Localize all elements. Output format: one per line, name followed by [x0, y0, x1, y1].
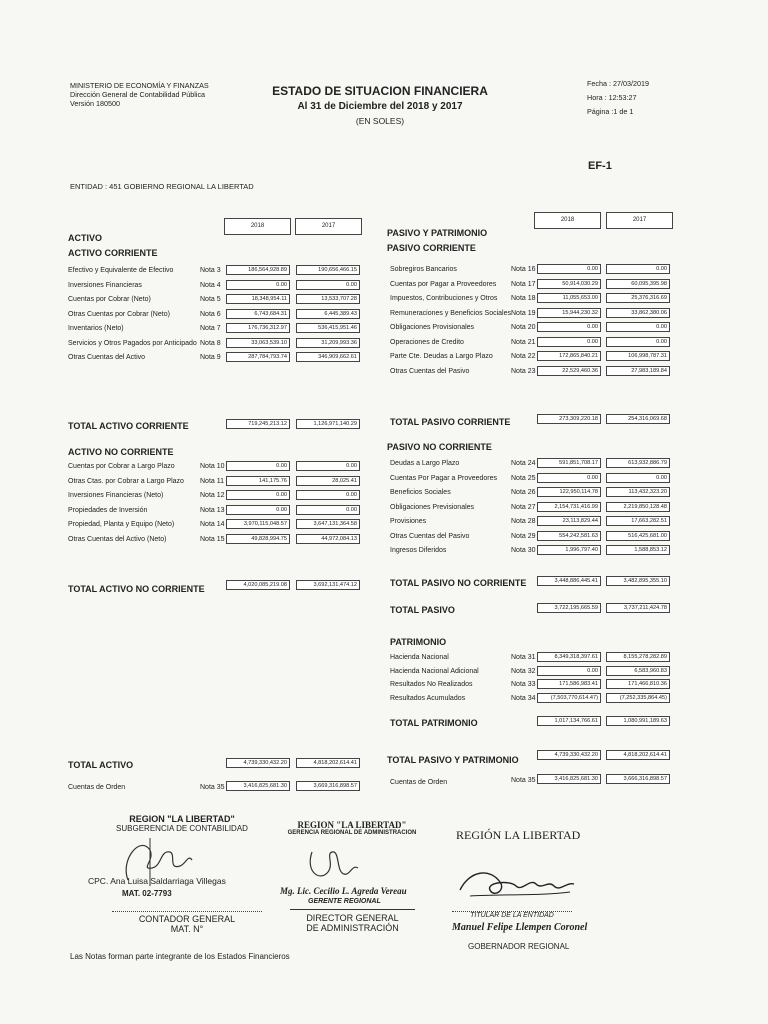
- total-pasivo-label: TOTAL PASIVO: [390, 605, 455, 615]
- signer-mat-1: MAT. 02-7793: [122, 889, 172, 898]
- signature-line-2: [290, 909, 415, 910]
- total-pasivo-no-corriente-2017: 3,482,895,355.10: [606, 576, 670, 586]
- row-label: Deudas a Largo Plazo: [390, 460, 460, 467]
- row-value-2018: 0.00: [537, 264, 601, 274]
- row-nota: Nota 15: [200, 535, 225, 543]
- row-value-2018: 186,564,928.89: [226, 265, 290, 275]
- header-left: [70, 81, 209, 108]
- row-value-2017: 6,445,389.43: [296, 309, 360, 319]
- total-pasivo-patrimonio-label: TOTAL PASIVO Y PATRIMONIO: [387, 755, 519, 765]
- time-label: Hora : 12:53:27: [587, 93, 637, 102]
- row-value-2018: 6,743,684.31: [226, 309, 290, 319]
- signature-line-1: [112, 911, 262, 912]
- document-title: ESTADO DE SITUACION FINANCIERA: [272, 84, 488, 98]
- total-pasivo-2018: 3,722,195,665.59: [537, 603, 601, 613]
- row-label: Otras Cuentas por Cobrar (Neto): [68, 310, 170, 318]
- row-nota: Nota 17: [511, 280, 536, 288]
- row-nota: Nota 6: [200, 310, 221, 318]
- pasivo-orden-2018: 3,416,825,681.30: [537, 774, 601, 784]
- row-label: Obligaciones Previsionales: [390, 503, 475, 511]
- page-label: Página :1 de 1: [587, 107, 634, 116]
- row-value-2018: 23,113,829.44: [537, 516, 601, 526]
- row-value-2017: 190,656,466.15: [296, 265, 360, 275]
- row-label: Sobregiros Bancarios: [390, 266, 457, 273]
- row-label: Inventarios (Neto): [68, 325, 124, 332]
- row-label: Otras Cuentas del Activo: [68, 354, 146, 361]
- row-value-2017: 27,983,189.84: [606, 366, 670, 376]
- activo-no-corriente-heading: ACTIVO NO CORRIENTE: [68, 447, 174, 457]
- role-administracion: DE ADMINISTRACIÓN: [306, 923, 399, 933]
- role-contador: CONTADOR GENERAL: [138, 914, 236, 924]
- footer-note: Las Notas forman parte integrante de los Estados Financieros: [70, 952, 290, 961]
- row-label: Beneficios Sociales: [390, 489, 451, 496]
- row-value-2017: 0.00: [606, 337, 670, 347]
- row-value-2018: 554,242,581.63: [537, 531, 601, 541]
- row-value-2017: 25,376,316.69: [606, 293, 670, 303]
- handwritten-signature-2: [300, 842, 370, 892]
- row-nota: Nota 20: [511, 324, 536, 331]
- total-activo-2018: 4,739,330,432.20: [226, 758, 290, 768]
- row-value-2017: 346,909,662.61: [296, 352, 360, 362]
- ministry-name: MINISTERIO DE ECONOMÍA Y FINANZAS: [70, 81, 209, 90]
- year-2017-box-right: 2017: [606, 212, 673, 229]
- row-value-2018: 176,736,312.97: [226, 323, 290, 333]
- row-value-2018: 33,063,539.10: [226, 338, 290, 348]
- row-value-2018: 15,944,230.32: [537, 308, 601, 318]
- row-label: Inversiones Financieras (Neto): [68, 492, 164, 499]
- total-pasivo-patrimonio-2018: 4,739,330,432.20: [537, 750, 601, 760]
- row-value-2017: 0.00: [606, 473, 670, 483]
- row-value-2018: 2,154,731,416.99: [537, 502, 601, 512]
- pasivo-orden-nota: Nota 35: [511, 777, 536, 784]
- document-subtitle: Al 31 de Diciembre del 2018 y 2017: [297, 101, 463, 112]
- row-value-2017: 0.00: [606, 322, 670, 332]
- total-pasivo-corriente-2017: 254,316,069.68: [606, 414, 670, 424]
- row-label: Servicios y Otros Pagados por Anticipado: [68, 339, 197, 347]
- row-value-2017: 44,972,084.13: [296, 534, 360, 544]
- row-value-2017: 8,155,278,282.89: [606, 652, 670, 662]
- row-label: Provisiones: [390, 518, 427, 525]
- row-value-2018: 0.00: [537, 473, 601, 483]
- pasivo-orden-2017: 3,666,316,898.57: [606, 774, 670, 784]
- total-pasivo-2017: 3,737,211,424.78: [606, 603, 670, 613]
- department-name: Dirección General de Contabilidad Pública: [70, 90, 206, 99]
- stamp-region-3: REGIÓN LA LIBERTAD: [456, 828, 581, 842]
- row-label: Cuentas por Cobrar (Neto): [68, 296, 151, 303]
- row-label: Impuestos, Contribuciones y Otros: [390, 295, 498, 302]
- row-nota: Nota 25: [511, 474, 536, 482]
- row-nota: Nota 7: [200, 325, 221, 332]
- row-nota: Nota 30: [511, 547, 536, 554]
- row-label: Propiedad, Planta y Equipo (Neto): [68, 521, 175, 528]
- row-nota: Nota 26: [511, 489, 536, 496]
- row-label: Obligaciones Provisionales: [390, 324, 475, 331]
- activo-orden-nota: Nota 35: [200, 784, 225, 791]
- row-nota: Nota 28: [511, 518, 536, 525]
- row-nota: Nota 29: [511, 532, 536, 540]
- row-value-2017: 0.00: [296, 490, 360, 500]
- row-value-2018: 0.00: [537, 322, 601, 332]
- row-label: Hacienda Nacional: [390, 654, 449, 661]
- row-label: Ingresos Diferidos: [390, 547, 447, 554]
- row-nota: Nota 32: [511, 667, 536, 675]
- row-nota: Nota 24: [511, 460, 536, 467]
- row-label: Otras Cuentas del Activo (Neto): [68, 535, 167, 543]
- year-2018-box: 2018: [224, 218, 291, 235]
- row-label: Otras Cuentas del Pasivo: [390, 367, 470, 375]
- row-value-2017: 0.00: [296, 461, 360, 471]
- total-pasivo-no-corriente-label: TOTAL PASIVO NO CORRIENTE: [390, 578, 527, 588]
- row-value-2018: 172,865,840.21: [537, 351, 601, 361]
- row-value-2018: 3,970,115,048.57: [226, 519, 290, 529]
- row-label: Propiedades de Inversión: [68, 506, 148, 514]
- total-activo-corriente-2017: 1,126,971,140.29: [296, 419, 360, 429]
- total-pasivo-patrimonio-2017: 4,818,202,614.41: [606, 750, 670, 760]
- header-right: [587, 79, 649, 116]
- row-value-2018: 8,349,318,397.61: [537, 652, 601, 662]
- row-value-2017: (7,252,335,864.45): [606, 693, 670, 703]
- signature-role-2: [290, 913, 415, 933]
- row-value-2018: (7,503,770,614.47): [537, 693, 601, 703]
- row-value-2017: 0.00: [296, 280, 360, 290]
- row-nota: Nota 9: [200, 354, 221, 361]
- row-value-2018: 1,996,797.40: [537, 545, 601, 555]
- row-value-2018: 0.00: [226, 490, 290, 500]
- row-value-2017: 33,862,380.06: [606, 308, 670, 318]
- total-activo-label: TOTAL ACTIVO: [68, 760, 134, 770]
- row-value-2018: 591,851,708.17: [537, 458, 601, 468]
- row-nota: Nota 5: [200, 296, 221, 303]
- row-value-2017: 1,588,853.12: [606, 545, 670, 555]
- currency-label: (EN SOLES): [355, 116, 405, 126]
- activo-corriente-heading: ACTIVO CORRIENTE: [68, 248, 158, 258]
- activo-orden-2018: 3,416,825,681.30: [226, 781, 290, 791]
- row-label: Remuneraciones y Beneficios Sociales: [390, 309, 512, 317]
- row-value-2018: 0.00: [226, 280, 290, 290]
- row-value-2018: 122,950,114.78: [537, 487, 601, 497]
- role-director: DIRECTOR GENERAL: [306, 913, 399, 923]
- total-activo-2017: 4,818,202,614.41: [296, 758, 360, 768]
- row-nota: Nota 4: [200, 281, 221, 289]
- year-2018-box-right: 2018: [534, 212, 601, 229]
- row-value-2018: 22,529,460.36: [537, 366, 601, 376]
- row-label: Parte Cte. Deudas a Largo Plazo: [390, 353, 493, 360]
- total-patrimonio-2017: 1,080,991,189.63: [606, 716, 670, 726]
- patrimonio-heading: PATRIMONIO: [390, 637, 447, 647]
- signer-name-3: Manuel Felipe Llempen Coronel: [452, 922, 588, 933]
- pasivo-orden-label: Cuentas de Orden: [390, 779, 448, 786]
- row-nota: Nota 8: [200, 339, 221, 347]
- total-activo-corriente-label: TOTAL ACTIVO CORRIENTE: [68, 421, 189, 431]
- row-nota: Nota 21: [511, 338, 536, 346]
- total-pasivo-corriente-label: TOTAL PASIVO CORRIENTE: [390, 417, 511, 427]
- row-value-2018: 0.00: [537, 337, 601, 347]
- row-value-2018: 171,586,983.41: [537, 679, 601, 689]
- role-gobernador: GOBERNADOR REGIONAL: [468, 942, 570, 951]
- row-value-2017: 0.00: [296, 505, 360, 515]
- row-nota: Nota 16: [511, 266, 536, 273]
- activo-heading: ACTIVO: [68, 233, 103, 243]
- row-nota: Nota 23: [511, 367, 536, 375]
- entity-label: ENTIDAD : 451 GOBIERNO REGIONAL LA LIBERTAD: [70, 182, 254, 191]
- row-label: Resultados No Realizados: [390, 681, 473, 688]
- row-value-2017: 3,647,131,364.58: [296, 519, 360, 529]
- row-value-2018: 0.00: [226, 461, 290, 471]
- row-nota: Nota 3: [200, 267, 221, 274]
- total-pasivo-corriente-2018: 273,309,220.18: [537, 414, 601, 424]
- total-activo-no-corriente-label: TOTAL ACTIVO NO CORRIENTE: [68, 584, 205, 594]
- total-activo-no-corriente-2018: 4,020,085,219.08: [226, 580, 290, 590]
- pasivo-corriente-heading: PASIVO CORRIENTE: [387, 243, 476, 253]
- signer-sub-2: GERENTE REGIONAL: [308, 898, 381, 905]
- signature-role-1: [112, 914, 262, 934]
- row-nota: Nota 31: [511, 654, 536, 661]
- signer-name-1: CPC. Ana Luisa Saldarriaga Villegas: [88, 876, 226, 886]
- row-value-2017: 60,095,395.98: [606, 279, 670, 289]
- row-nota: Nota 13: [200, 506, 225, 514]
- row-nota: Nota 11: [200, 477, 224, 485]
- row-nota: Nota 14: [200, 521, 225, 528]
- row-nota: Nota 22: [511, 353, 536, 360]
- signer-name-2: Mg. Lic. Cecilio L. Agreda Vereau: [280, 886, 407, 896]
- row-value-2017: 13,533,707.28: [296, 294, 360, 304]
- handwritten-signature-3: [450, 860, 580, 910]
- row-label: Cuentas por Cobrar a Largo Plazo: [68, 463, 175, 470]
- total-patrimonio-label: TOTAL PATRIMONIO: [390, 718, 478, 728]
- row-label: Operaciones de Credito: [390, 338, 464, 346]
- row-value-2017: 6,583,960.83: [606, 666, 670, 676]
- total-pasivo-no-corriente-2018: 3,448,886,445.41: [537, 576, 601, 586]
- stamp-region-2: REGION "LA LIBERTAD": [297, 820, 407, 830]
- row-value-2017: 516,425,681.00: [606, 531, 670, 541]
- row-nota: Nota 19: [511, 309, 536, 317]
- row-nota: Nota 12: [200, 492, 225, 499]
- row-value-2017: 17,663,282.51: [606, 516, 670, 526]
- row-nota: Nota 10: [200, 463, 225, 470]
- row-label: Cuentas por Pagar a Proveedores: [390, 280, 497, 288]
- activo-orden-label: Cuentas de Orden: [68, 784, 126, 791]
- row-value-2017: 28,025.41: [296, 476, 360, 486]
- row-value-2017: 536,415,951.46: [296, 323, 360, 333]
- total-patrimonio-2018: 1,017,134,766.61: [537, 716, 601, 726]
- row-label: Hacienda Nacional Adicional: [390, 667, 479, 675]
- stamp-gerencia: GERENCIA REGIONAL DE ADMINISTRACION: [287, 830, 417, 836]
- row-label: Resultados Acumulados: [390, 694, 466, 702]
- row-value-2017: 2,219,850,128.48: [606, 502, 670, 512]
- row-nota: Nota 27: [511, 503, 536, 511]
- role-mat: MAT. N°: [170, 924, 204, 934]
- row-nota: Nota 33: [511, 681, 536, 688]
- row-value-2018: 18,348,954.11: [226, 294, 290, 304]
- row-value-2017: 31,209,993.36: [296, 338, 360, 348]
- activo-orden-2017: 3,669,316,898.57: [296, 781, 360, 791]
- row-label: Otras Ctas. por Cobrar a Largo Plazo: [68, 477, 184, 485]
- row-value-2017: 106,998,787.31: [606, 351, 670, 361]
- row-value-2018: 50,914,030.29: [537, 279, 601, 289]
- version-label: Versión 180500: [70, 99, 120, 108]
- stamp-subgerencia: SUBGERENCIA DE CONTABILIDAD: [116, 824, 248, 833]
- row-value-2018: 0.00: [226, 505, 290, 515]
- row-nota: Nota 18: [511, 295, 536, 302]
- row-label: Otras Cuentas del Pasivo: [390, 532, 470, 540]
- header-center: [240, 84, 520, 126]
- row-label: Inversiones Financieras: [68, 281, 142, 289]
- row-value-2017: 171,466,810.36: [606, 679, 670, 689]
- row-value-2018: 11,055,653.00: [537, 293, 601, 303]
- year-2017-box: 2017: [295, 218, 362, 235]
- signer-sub-3: TITULAR DE LA ENTIDAD: [452, 911, 572, 919]
- row-value-2018: 287,784,793.74: [226, 352, 290, 362]
- row-value-2017: 113,432,323.20: [606, 487, 670, 497]
- date-label: Fecha : 27/03/2019: [587, 79, 649, 88]
- row-nota: Nota 34: [511, 694, 536, 702]
- total-activo-no-corriente-2017: 3,692,131,474.12: [296, 580, 360, 590]
- row-label: Efectivo y Equivalente de Efectivo: [68, 267, 174, 274]
- row-value-2017: 613,932,886.79: [606, 458, 670, 468]
- signature-block-director: [282, 820, 422, 836]
- stamp-region-1: REGION "LA LIBERTAD": [129, 814, 235, 824]
- pasivo-heading: PASIVO Y PATRIMONIO: [387, 228, 488, 238]
- row-value-2018: 141,175.76: [226, 476, 290, 486]
- pasivo-no-corriente-heading: PASIVO NO CORRIENTE: [387, 442, 492, 452]
- row-value-2018: 49,828,994.75: [226, 534, 290, 544]
- form-code: EF-1: [588, 160, 612, 172]
- row-value-2017: 0.00: [606, 264, 670, 274]
- row-label: Cuentas Por Pagar a Proveedores: [390, 474, 498, 482]
- total-activo-corriente-2018: 719,245,213.12: [226, 419, 290, 429]
- row-value-2018: 0.00: [537, 666, 601, 676]
